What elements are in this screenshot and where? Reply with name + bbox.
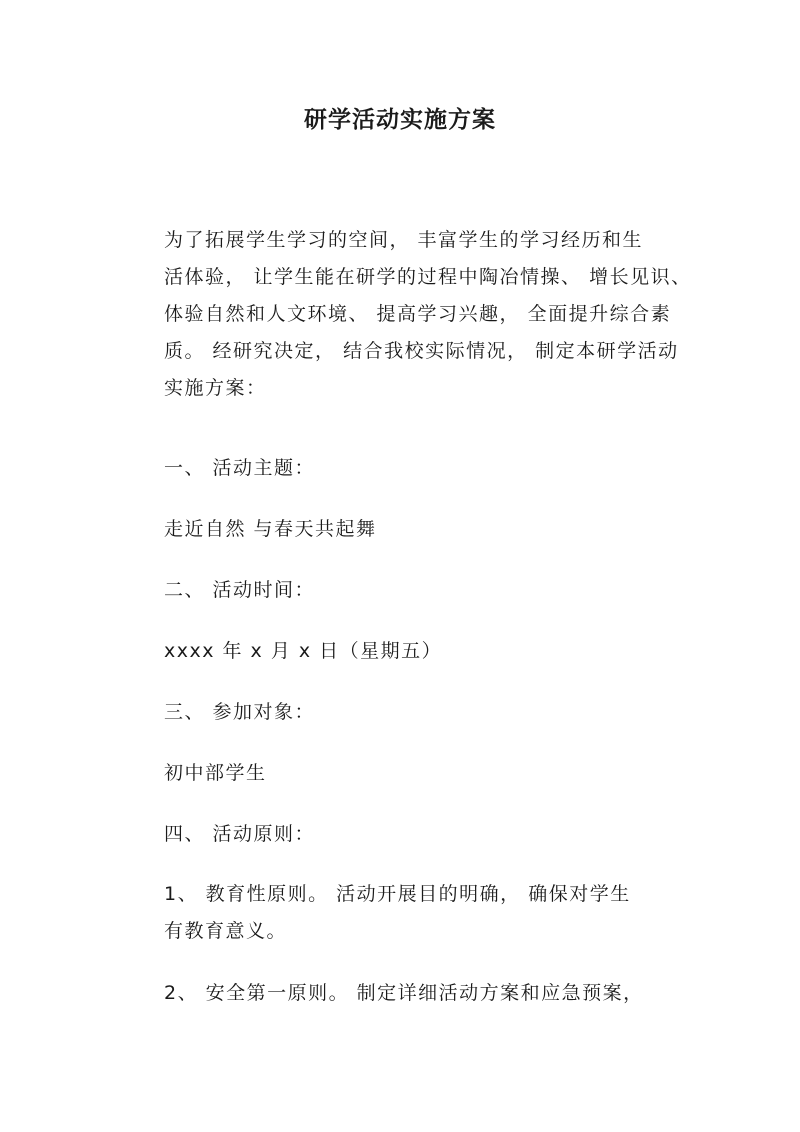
intro-line-4: 质。 经研究决定， 结合我校实际情况， 制定本研学活动 bbox=[164, 340, 679, 362]
principle1-paragraph bbox=[164, 876, 684, 950]
intro-line-2: 活体验， 让学生能在研学的过程中陶冶情操、 增长见识、 bbox=[164, 266, 692, 288]
intro-line-5: 实施方案： bbox=[164, 377, 267, 399]
intro-line-3: 体验自然和人文环境、 提高学习兴趣， 全面提升综合素 bbox=[164, 303, 672, 325]
intro-paragraph bbox=[164, 222, 692, 407]
document-title: 研学活动实施方案 bbox=[304, 107, 496, 133]
section1-heading: 一、 活动主题： bbox=[164, 457, 316, 479]
principle1-line-2: 有教育意义。 bbox=[164, 920, 288, 942]
principle1-line-1: 1、 教育性原则。 活动开展目的明确， 确保对学生 bbox=[164, 883, 631, 905]
section3-heading: 三、 参加对象： bbox=[164, 701, 316, 723]
section1-content: 走近自然 与春天共起舞 bbox=[164, 518, 377, 540]
section2-content: xxxx 年 x 月 x 日（星期五） bbox=[164, 640, 443, 662]
section4-heading: 四、 活动原则： bbox=[164, 823, 316, 845]
intro-line-1: 为了拓展学生学习的空间， 丰富学生的学习经历和生 bbox=[164, 229, 644, 251]
principle2-line-1: 2、 安全第一原则。 制定详细活动方案和应急预案， bbox=[164, 982, 644, 1004]
section3-content: 初中部学生 bbox=[164, 762, 267, 784]
section2-heading: 二、 活动时间： bbox=[164, 579, 316, 601]
principle2-paragraph bbox=[164, 975, 684, 1012]
